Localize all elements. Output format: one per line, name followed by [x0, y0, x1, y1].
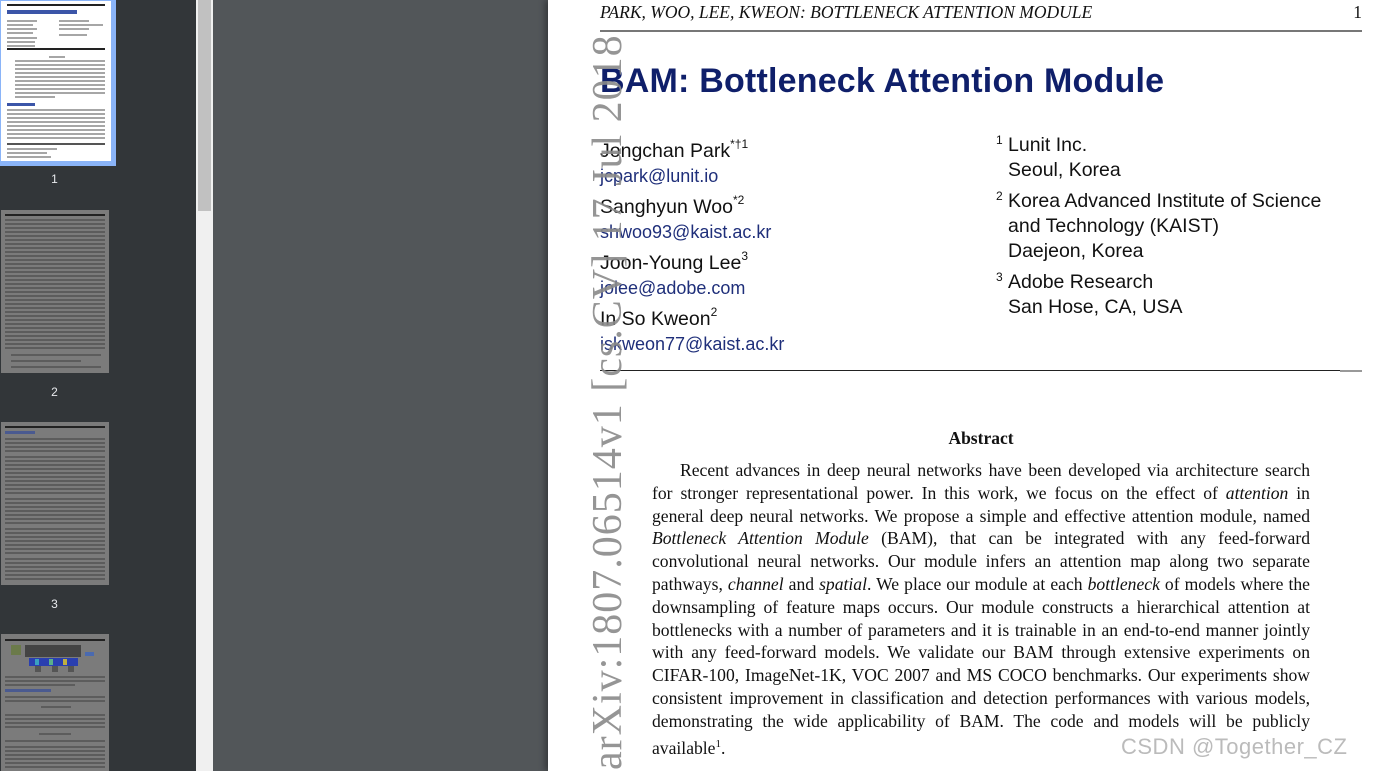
running-head: [600, 2, 1362, 23]
thumbnail-label-2: 2: [51, 385, 58, 399]
affiliation-list: [994, 133, 1321, 326]
arxiv-stamp: arXiv:1807.06514v1 [cs.CV] 17 Jul 2018: [585, 34, 631, 770]
author-marks: *†1: [730, 137, 749, 151]
affiliation-entry: 2 Korea Advanced Institute of Science and Technology (KAIST) Daejeon, Korea: [994, 189, 1321, 264]
author-name: In So Kweon: [600, 308, 711, 330]
author-name: Joon-Young Lee: [600, 252, 742, 274]
thumbnail-sidebar: [0, 0, 196, 771]
running-head-text: PARK, WOO, LEE, KWEON: BOTTLENECK ATTENTION MODULE: [600, 2, 1093, 22]
author-email-link[interactable]: iskweon77@kaist.ac.kr: [600, 334, 785, 354]
page-thumbnail-1[interactable]: [0, 0, 112, 162]
sidebar-scrollbar[interactable]: [196, 0, 213, 771]
pdf-page-1: [548, 0, 1375, 771]
author-email-link[interactable]: jolee@adobe.com: [600, 278, 746, 298]
paper-title: BAM: Bottleneck Attention Module: [600, 62, 1165, 100]
affiliation-entry: 3 Adobe Research San Hose, CA, USA: [994, 270, 1321, 320]
title-block-rule: [600, 370, 1362, 371]
author-name: Jongchan Park: [600, 140, 731, 162]
abstract-heading: Abstract: [948, 428, 1014, 448]
page-thumbnail-3[interactable]: [1, 422, 109, 585]
page-thumbnail-2[interactable]: [1, 210, 109, 373]
author-email-link[interactable]: jcpark@lunit.io: [600, 166, 719, 186]
csdn-watermark: CSDN @Together_CZ: [1121, 734, 1348, 759]
affiliation-number: 3: [996, 270, 1003, 284]
author-marks: 3: [741, 249, 749, 263]
thumb-title: [7, 10, 77, 14]
thumbnail-label-1: 1: [51, 172, 58, 186]
abstract-text: Recent advances in deep neural networks have been developed via architecture search for stronger representational power. In this work, we focus on the effect of attention in general deep neural networks. We propose a simple and effective attention module, named Bottleneck Attention Module (BAM), that can be integrated with any feed-forward convolutional neural networks. Our module infers an attention map along two separate pathways, channel and spatial. We place our module at each bottleneck of models where the downsampling of feature maps occurs. Our module constructs a hierarchical attention at bottlenecks with a number of parameters and it is trainable in an end-to-end manner jointly with any feed-forward models. We validate our BAM through extensive experiments on CIFAR-100, ImageNet-1K, VOC 2007 and MS COCO benchmarks. Our experiments show consistent improvement in classification and detection performances with various models, demonstrating the wide applicability of BAM. The code and models will be publicly available$^1$.: [652, 460, 1310, 758]
sidebar-scrollbar-thumb[interactable]: [198, 0, 211, 211]
footnote-ref: 1: [715, 737, 721, 750]
thumbnail-label-3: 3: [51, 597, 58, 611]
thumb-rule: [7, 4, 105, 6]
author-email-link[interactable]: shwoo93@kaist.ac.kr: [600, 222, 772, 242]
header-rule: [600, 30, 1362, 32]
author-marks: 2: [710, 305, 718, 319]
author-marks: *2: [733, 193, 745, 207]
page-thumbnail-4[interactable]: [1, 634, 109, 771]
affiliation-entry: 1 Lunit Inc. Seoul, Korea: [994, 133, 1321, 183]
page-number: 1: [1353, 2, 1362, 22]
affiliation-number: 2: [996, 189, 1003, 203]
author-name: Sanghyun Woo: [600, 196, 733, 218]
affiliation-number: 1: [996, 133, 1003, 147]
